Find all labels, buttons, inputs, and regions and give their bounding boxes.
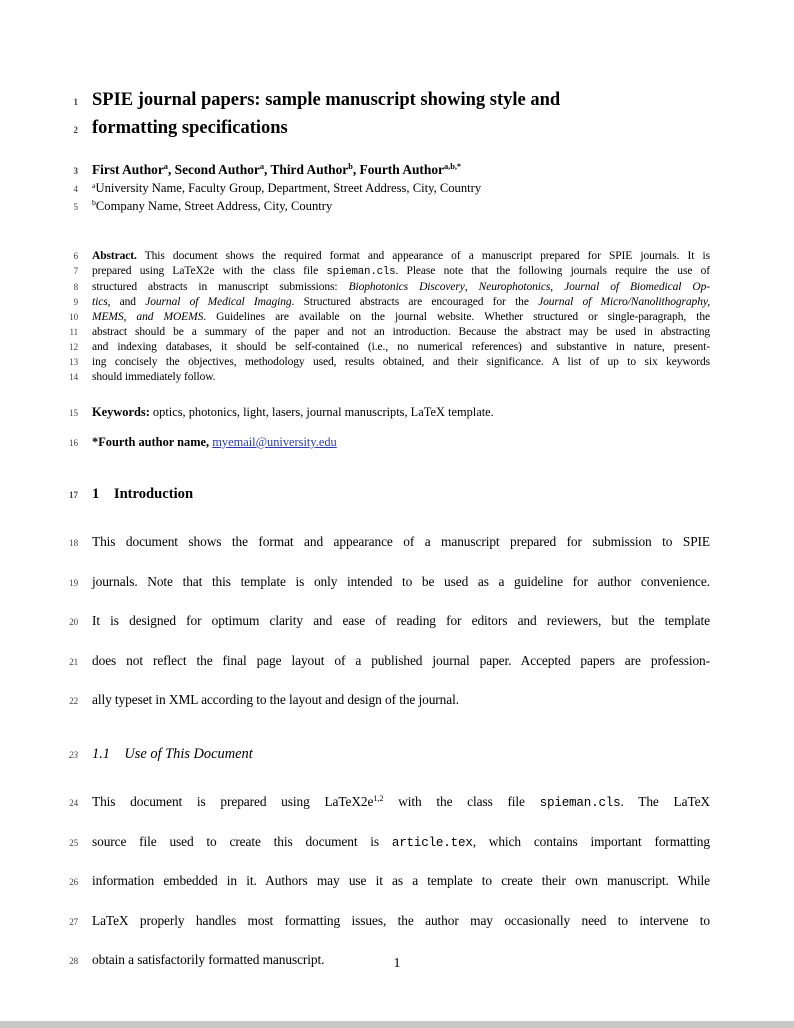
text-segment: SPIE journal papers: sample manuscript showing style and bbox=[92, 90, 561, 110]
line-number: 3 bbox=[73, 166, 78, 176]
line-text bbox=[92, 435, 710, 450]
document-line bbox=[69, 681, 710, 721]
line-number: 5 bbox=[73, 201, 78, 212]
document-line bbox=[69, 485, 710, 504]
line-text bbox=[92, 681, 710, 719]
document-line bbox=[69, 370, 710, 385]
document-line bbox=[69, 783, 711, 823]
line-text bbox=[92, 264, 710, 280]
block-affiliations bbox=[73, 180, 710, 215]
text-segment: 1 Introduction bbox=[92, 486, 194, 502]
text-segment: , and bbox=[107, 296, 146, 308]
text-segment: University Name, Faculty Group, Department, Street Address, City, Country bbox=[95, 181, 482, 195]
line-number: 2 bbox=[73, 124, 78, 135]
text-segment: This document shows the format and appearance of a manuscript prepared for submission to SPIE bbox=[92, 534, 710, 549]
document-line bbox=[69, 435, 710, 451]
line-number: 14 bbox=[69, 372, 78, 382]
document-line bbox=[69, 310, 710, 325]
line-text bbox=[92, 563, 710, 601]
line-number: 15 bbox=[69, 408, 78, 418]
line-text bbox=[92, 180, 710, 197]
line-text bbox=[92, 862, 710, 900]
line-text bbox=[92, 823, 710, 863]
text-segment: , Second Author bbox=[167, 162, 260, 177]
email-link[interactable]: myemail@university.edu bbox=[212, 435, 337, 449]
text-segment: obtain a satisfactorily formatted manuscript. bbox=[92, 952, 325, 968]
line-text bbox=[92, 161, 710, 179]
text-segment: source file used to create this document is bbox=[92, 833, 392, 849]
text-segment: Journal of Micro/Nanolithography, bbox=[538, 296, 710, 308]
document-line bbox=[73, 161, 710, 180]
line-number: 18 bbox=[69, 538, 78, 548]
text-segment: , bbox=[464, 281, 479, 293]
document-line bbox=[73, 264, 710, 280]
text-segment: Keywords: bbox=[92, 405, 150, 419]
page-number: 1 bbox=[393, 956, 401, 971]
line-number: 22 bbox=[69, 696, 78, 707]
document-line bbox=[73, 116, 710, 144]
text-segment: *Fourth author name, bbox=[92, 435, 213, 449]
line-number: 11 bbox=[69, 327, 78, 337]
line-text bbox=[92, 485, 710, 503]
text-segment: and indexing databases, it should be self-contained (i.e., no numerical references) and substantive in nature, present- bbox=[92, 341, 710, 353]
page-bottom-edge bbox=[0, 1021, 794, 1028]
line-number: 21 bbox=[69, 656, 78, 667]
line-text bbox=[92, 602, 710, 640]
text-segment: This document shows the required format and appearance of a manuscript prepared for SPIE journals. It is bbox=[136, 250, 710, 262]
text-segment: ally typeset in XML according to the layout and design of the journal. bbox=[92, 692, 459, 708]
block-correspondence bbox=[69, 435, 710, 451]
manuscript-body bbox=[69, 88, 711, 981]
text-segment: Company Name, Street Address, City, Country bbox=[95, 198, 333, 213]
text-segment: . The LaTeX bbox=[620, 793, 711, 809]
line-text bbox=[92, 902, 710, 940]
line-number: 9 bbox=[73, 297, 78, 307]
text-segment: Journal of Biomedical Op- bbox=[564, 281, 710, 293]
line-number: 13 bbox=[69, 357, 78, 367]
text-segment: . Guidelines are available on the journal website. Whether structured or single-paragraph, the bbox=[203, 311, 710, 323]
line-number: 8 bbox=[73, 282, 78, 292]
block-authors bbox=[73, 161, 710, 180]
document-line bbox=[69, 602, 710, 642]
text-segment: , bbox=[550, 281, 565, 293]
document-line bbox=[73, 88, 710, 116]
text-segment: This document is prepared using LaTeX2e bbox=[92, 793, 374, 809]
document-line bbox=[69, 745, 710, 764]
text-segment: abstract should be a summary of the paper and not an introduction. Because the abstract may be used in abstracting bbox=[92, 326, 710, 338]
line-text bbox=[92, 340, 710, 355]
block-paragraph bbox=[69, 523, 710, 721]
line-number: 1 bbox=[73, 97, 78, 107]
line-text bbox=[92, 249, 710, 264]
line-number: 28 bbox=[69, 956, 78, 967]
line-number: 20 bbox=[69, 617, 78, 628]
text-segment: spieman.cls bbox=[326, 266, 396, 278]
text-segment: , which contains important formatting bbox=[472, 833, 710, 849]
line-text bbox=[92, 310, 710, 325]
text-segment: Neurophotonics bbox=[478, 281, 551, 293]
document-line bbox=[69, 355, 710, 370]
line-text bbox=[92, 405, 710, 420]
text-segment: , Fourth Author bbox=[352, 162, 444, 177]
text-segment: Journal of Medical Imaging bbox=[145, 296, 292, 308]
superscript: a bbox=[92, 180, 96, 190]
text-segment: should immediately follow. bbox=[92, 371, 216, 383]
line-text bbox=[92, 745, 710, 763]
text-segment: journals. Note that this template is only intended to be used as a guideline for author convenience. bbox=[92, 573, 710, 589]
superscript: b bbox=[92, 198, 96, 208]
line-number: 23 bbox=[69, 749, 78, 760]
document-line bbox=[69, 523, 710, 563]
superscript: a bbox=[163, 162, 168, 172]
block-abstract bbox=[69, 249, 710, 385]
text-segment: structured abstracts in manuscript submissions: bbox=[92, 281, 349, 293]
text-segment: ing concisely the objectives, methodology used, results obtained, and their significance. A list of up to six keywords bbox=[92, 356, 710, 368]
line-text bbox=[92, 370, 710, 385]
block-title bbox=[73, 88, 710, 143]
text-segment: . Structured abstracts are encouraged for the bbox=[291, 296, 539, 308]
document-line bbox=[73, 295, 710, 310]
document-line bbox=[73, 180, 710, 198]
document-line bbox=[69, 405, 710, 421]
document-line bbox=[69, 563, 710, 603]
superscript: b bbox=[348, 162, 353, 172]
line-text bbox=[92, 295, 710, 310]
text-segment: First Author bbox=[92, 162, 164, 177]
line-number: 26 bbox=[69, 877, 78, 888]
text-segment: optics, photonics, light, lasers, journal manuscripts, LaTeX template. bbox=[149, 405, 494, 419]
document-line bbox=[69, 340, 710, 355]
line-text bbox=[92, 783, 710, 823]
line-text bbox=[92, 642, 710, 680]
line-number: 25 bbox=[69, 837, 78, 848]
line-text bbox=[92, 198, 710, 215]
document-line bbox=[69, 823, 710, 863]
line-text bbox=[92, 523, 710, 561]
line-number: 17 bbox=[69, 490, 78, 500]
line-text bbox=[92, 88, 710, 114]
text-segment: 1.1 Use of This Document bbox=[92, 745, 253, 762]
document-line bbox=[73, 249, 710, 264]
line-number: 4 bbox=[73, 184, 78, 194]
line-number: 16 bbox=[69, 438, 78, 448]
text-segment: . Please note that the following journals require the use of bbox=[395, 265, 710, 277]
line-number: 12 bbox=[69, 342, 78, 352]
document-line bbox=[69, 862, 710, 902]
text-segment: tics bbox=[92, 296, 108, 308]
text-segment: does not reflect the final page layout of a published journal paper. Accepted papers are profession- bbox=[92, 652, 710, 668]
line-number: 7 bbox=[73, 266, 78, 276]
text-segment: spieman.cls bbox=[539, 795, 621, 810]
text-segment: Biophotonics Discovery bbox=[348, 281, 465, 293]
document-line bbox=[69, 902, 710, 942]
text-segment: information embedded in it. Authors may use it as a template to create their own manuscript. While bbox=[92, 873, 710, 889]
text-segment: with the class file bbox=[383, 793, 540, 809]
superscript: a,b,* bbox=[443, 162, 462, 172]
block-keywords bbox=[69, 405, 710, 421]
line-text bbox=[92, 325, 710, 340]
document-line bbox=[73, 280, 710, 295]
text-segment: , Third Author bbox=[264, 162, 349, 177]
line-text bbox=[92, 116, 710, 142]
document-line bbox=[73, 198, 710, 216]
line-text bbox=[92, 355, 710, 370]
text-segment: prepared using LaTeX2e with the class file bbox=[92, 265, 327, 277]
line-number: 6 bbox=[73, 251, 78, 261]
text-segment: Abstract. bbox=[92, 250, 137, 262]
document-line bbox=[69, 325, 710, 340]
line-number: 10 bbox=[69, 312, 78, 322]
text-segment: MEMS, and MOEMS bbox=[92, 311, 204, 323]
block-paragraph bbox=[69, 783, 711, 981]
text-segment: article.tex bbox=[391, 835, 473, 850]
text-segment: It is designed for optimum clarity and ease of reading for editors and reviewers, but the template bbox=[92, 613, 710, 629]
block-subsection-heading bbox=[69, 745, 710, 764]
line-number: 24 bbox=[69, 797, 78, 808]
block-section-heading bbox=[69, 485, 710, 504]
superscript: a bbox=[259, 162, 264, 172]
document-line bbox=[69, 642, 710, 682]
superscript: 1,2 bbox=[373, 794, 384, 804]
text-segment: LaTeX properly handles most formatting issues, the author may occasionally need to intervene to bbox=[92, 912, 710, 928]
line-number: 19 bbox=[69, 577, 78, 588]
line-number: 27 bbox=[69, 916, 78, 927]
line-text bbox=[92, 280, 710, 295]
text-segment: formatting specifications bbox=[92, 117, 288, 138]
